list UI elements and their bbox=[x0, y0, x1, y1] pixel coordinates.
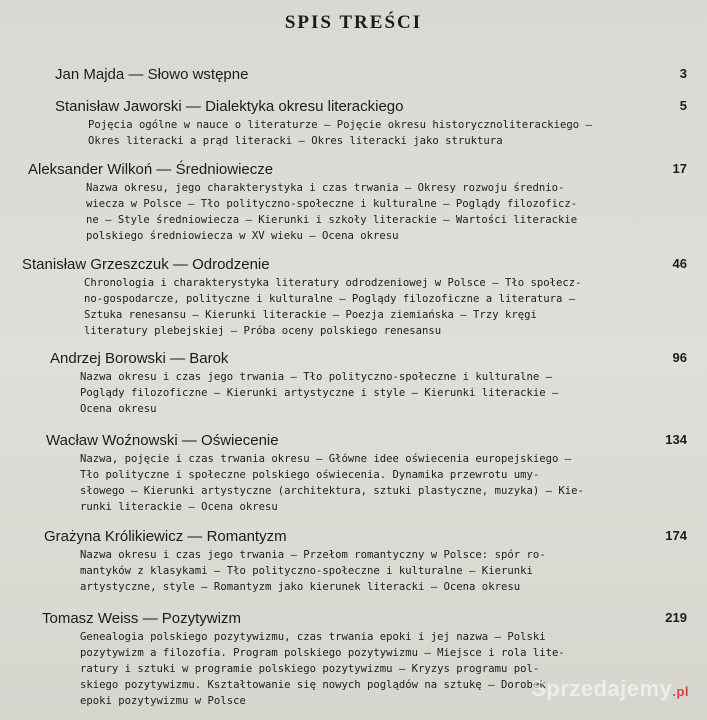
description-line: polskiego średniowiecza w XV wieku — Ocena okresu bbox=[86, 229, 399, 242]
description-line: ratury i sztuki w programie polskiego pozytywizmu — Kryzys programu pol- bbox=[80, 662, 540, 675]
entry-author: Grażyna Królikiewicz bbox=[44, 528, 184, 545]
entry-separator: — bbox=[181, 98, 206, 115]
entry-page-number: 17 bbox=[672, 161, 687, 176]
entry-topic: Romantyzm bbox=[206, 528, 287, 545]
entry-topic: Barok bbox=[189, 350, 229, 367]
entry-topic: Średniowiecze bbox=[175, 161, 274, 178]
watermark-suffix: .pl bbox=[672, 684, 689, 699]
description-line: artystyczne, style — Romantyzm jako kierunek literacki — Ocena okresu bbox=[80, 580, 521, 593]
entry-description bbox=[80, 370, 558, 418]
entry-heading bbox=[0, 528, 707, 550]
description-line: Tło polityczne i społeczne polskiego oświecenia. Dynamika przewrotu umy- bbox=[80, 468, 540, 481]
entry-page-number: 174 bbox=[665, 528, 687, 543]
entry-author-and-topic bbox=[28, 161, 273, 178]
description-line: Genealogia polskiego pozytywizmu, czas trwania epoki i jej nazwa — Polski bbox=[80, 631, 546, 643]
description-line: Ocena okresu bbox=[80, 402, 157, 415]
description-line: Nazwa okresu i czas jego trwania — Tło polityczno-społeczne i kulturalne — bbox=[80, 371, 552, 383]
entry-author: Wacław Woźnowski bbox=[46, 432, 178, 449]
description-line: słowego — Kierunki artystyczne (architektura, sztuki plastyczne, muzyka) — Kie- bbox=[80, 484, 584, 497]
entry-author: Tomasz Weiss bbox=[42, 610, 139, 627]
entry-description bbox=[80, 548, 546, 596]
entry-author-and-topic bbox=[55, 98, 403, 115]
entry-separator: — bbox=[177, 432, 202, 449]
entry-author: Stanisław Grzeszczuk bbox=[22, 256, 169, 273]
entry-separator: — bbox=[183, 528, 207, 545]
entry-description bbox=[86, 181, 577, 245]
description-line: Okres literacki a prąd literacki — Okres literacki jako struktura bbox=[88, 134, 503, 147]
entry-heading bbox=[0, 350, 707, 372]
entry-heading bbox=[0, 610, 707, 632]
entry-heading bbox=[0, 256, 707, 278]
entry-page-number: 219 bbox=[665, 610, 687, 625]
entry-author-and-topic bbox=[42, 610, 241, 627]
entry-topic: Odrodzenie bbox=[192, 256, 270, 273]
page-title: SPIS TREŚCI bbox=[284, 12, 423, 33]
entry-topic: Słowo wstępne bbox=[147, 66, 249, 83]
description-line: literatury plebejskiej — Próba oceny polskiego renesansu bbox=[84, 324, 442, 337]
description-line: Nazwa, pojęcie i czas trwania okresu — Główne idee oświecenia europejskiego — bbox=[80, 453, 572, 465]
entry-author-and-topic bbox=[50, 350, 228, 367]
description-line: mantyków z klasykami — Tło polityczno-społeczne i kulturalne — Kierunki bbox=[80, 564, 533, 577]
entry-topic: Oświecenie bbox=[201, 432, 279, 449]
entry-author-and-topic bbox=[44, 528, 287, 545]
entry-topic: Dialektyka okresu literackiego bbox=[205, 98, 404, 115]
watermark-text: Sprzedajemy bbox=[531, 676, 673, 701]
entry-author: Aleksander Wilkoń bbox=[28, 161, 153, 178]
entry-page-number: 5 bbox=[679, 98, 687, 113]
entry-page-number: 3 bbox=[679, 66, 687, 81]
entry-author-and-topic bbox=[46, 432, 279, 449]
entry-heading bbox=[0, 98, 707, 120]
entry-heading bbox=[0, 432, 707, 454]
description-line: Chronologia i charakterystyka literatury odrodzeniowej w Polsce — Tło społecz- bbox=[84, 277, 582, 289]
description-line: skiego pozytywizmu. Kształtowanie się nowych poglądów na sztukę — Dorobek bbox=[80, 678, 546, 691]
entry-author: Jan Majda bbox=[55, 66, 125, 83]
description-line: Sztuka renesansu — Kierunki literackie — Poezja ziemiańska — Trzy kręgi bbox=[84, 308, 537, 321]
entry-page-number: 46 bbox=[672, 256, 687, 271]
entry-separator: — bbox=[165, 350, 190, 367]
watermark-logo bbox=[531, 676, 689, 702]
entry-page-number: 96 bbox=[672, 350, 687, 365]
description-line: wiecza w Polsce — Tło polityczno-społeczne i kulturalne — Poglądy filozoficz- bbox=[86, 197, 578, 210]
entry-separator: — bbox=[152, 161, 176, 178]
entry-author: Stanisław Jaworski bbox=[55, 98, 182, 115]
entry-page-number: 134 bbox=[665, 432, 687, 447]
entry-description bbox=[80, 452, 584, 516]
description-line: pozytywizm a filozofia. Program polskiego pozytywizmu — Miejsce i rola lite- bbox=[80, 646, 565, 659]
entry-author-and-topic bbox=[22, 256, 270, 273]
description-line: epoki pozytywizmu w Polsce bbox=[80, 694, 246, 707]
entry-heading bbox=[0, 66, 707, 88]
entry-description bbox=[80, 630, 565, 710]
entry-separator: — bbox=[138, 610, 162, 627]
entry-author-and-topic bbox=[55, 66, 248, 83]
description-line: Pojęcia ogólne w nauce o literaturze — Pojęcie okresu historycznoliterackiego — bbox=[88, 119, 592, 131]
entry-description bbox=[84, 276, 581, 340]
description-line: ne — Style średniowiecza — Kierunki i szkoły literackie — Wartości literackie bbox=[86, 213, 578, 226]
entry-description bbox=[88, 118, 592, 150]
entry-separator: — bbox=[124, 66, 148, 83]
entry-topic: Pozytywizm bbox=[161, 610, 241, 627]
description-line: no-gospodarcze, polityczne i kulturalne — Poglądy filozoficzne a literatura — bbox=[84, 292, 576, 305]
entry-author: Andrzej Borowski bbox=[50, 350, 166, 367]
entry-heading bbox=[0, 161, 707, 183]
description-line: Nazwa okresu i czas jego trwania — Przełom romantyczny w Polsce: spór ro- bbox=[80, 549, 546, 561]
description-line: Poglądy filozoficzne — Kierunki artystyczne i style — Kierunki literackie — bbox=[80, 386, 559, 399]
description-line: Nazwa okresu, jego charakterystyka i czas trwania — Okresy rozwoju średnio- bbox=[86, 182, 565, 194]
description-line: runki literackie — Ocena okresu bbox=[80, 500, 278, 513]
entry-separator: — bbox=[168, 256, 193, 273]
